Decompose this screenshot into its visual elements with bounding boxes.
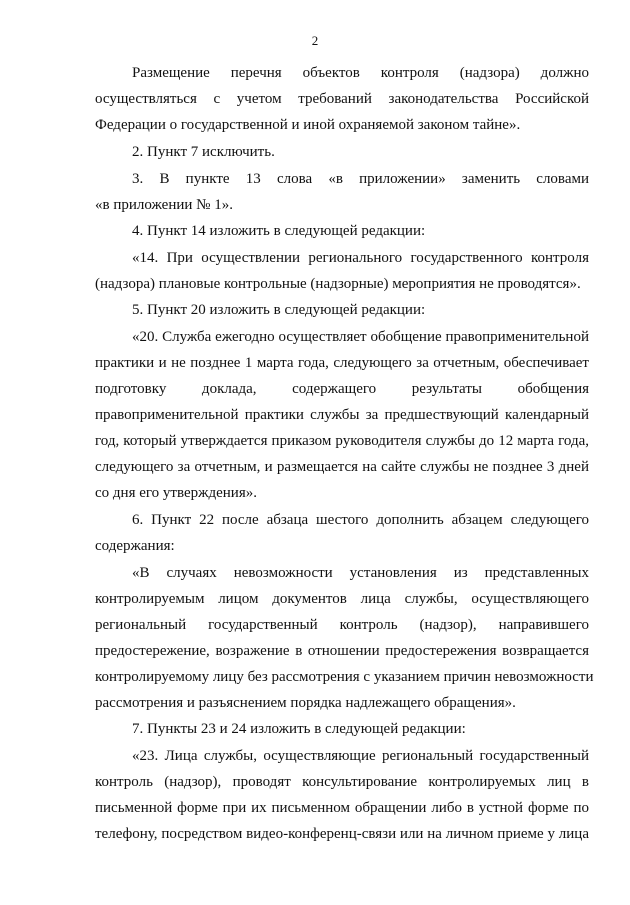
text-line: практики и не позднее 1 марта года, следующего за отчетным, обеспечивает <box>95 355 589 371</box>
text-line: «23. Лица службы, осуществляющие региональный государственный <box>132 748 589 764</box>
page-number: 2 <box>311 33 319 48</box>
text-line: письменной форме при их письменном обращении либо в устной форме по <box>95 800 589 816</box>
text-line: предостережение, возражение в отношении предостережения возвращается <box>95 643 589 659</box>
text-line: «14. При осуществлении регионального государственного контроля <box>132 250 589 266</box>
text-line: подготовку доклада, содержащего результаты обобщения <box>95 381 589 397</box>
text-line: 5. Пункт 20 изложить в следующей редакции: <box>132 302 426 318</box>
text-line: год, который утверждается приказом руководителя службы до 12 марта года, <box>95 433 589 449</box>
text-line: Федерации о государственной и иной охраняемой законом тайне». <box>95 117 521 133</box>
text-line: «В случаях невозможности установления из представленных <box>132 565 589 581</box>
text-line: «20. Служба ежегодно осуществляет обобщение правоприменительной <box>132 329 589 345</box>
text-line: осуществляться с учетом требований законодательства Российской <box>95 91 589 107</box>
text-line: телефону, посредством видео-конференц-связи или на личном приеме у лица <box>95 826 589 842</box>
text-line: 6. Пункт 22 после абзаца шестого дополнить абзацем следующего <box>132 512 589 528</box>
text-line: Размещение перечня объектов контроля (надзора) должно <box>132 65 589 81</box>
text-line: контролируемым лицом документов лица службы, осуществляющего <box>95 591 589 607</box>
text-line: со дня его утверждения». <box>95 485 257 501</box>
text-line: содержания: <box>95 538 175 554</box>
text-line: «в приложении № 1». <box>95 197 233 213</box>
text-line: 7. Пункты 23 и 24 изложить в следующей редакции: <box>132 721 466 737</box>
text-line: региональный государственный контроль (надзор), направившего <box>95 617 589 633</box>
text-line: контроль (надзор), проводят консультирование контролируемых лиц в <box>95 774 589 790</box>
text-line: 4. Пункт 14 изложить в следующей редакции: <box>132 223 426 239</box>
text-line: 2. Пункт 7 исключить. <box>132 144 275 160</box>
text-line: (надзора) плановые контрольные (надзорные) мероприятия не проводятся». <box>95 276 581 292</box>
text-line: контролируемому лицу без рассмотрения с указанием причин невозможности <box>95 669 594 685</box>
text-line: следующего за отчетным, и размещается на сайте службы не позднее 3 дней <box>95 459 589 475</box>
text-line: 3. В пункте 13 слова «в приложении» заменить словами <box>132 171 589 187</box>
text-line: рассмотрения и разъяснением порядка надлежащего обращения». <box>95 695 516 711</box>
text-line: правоприменительной практики службы за предшествующий календарный <box>95 407 589 423</box>
